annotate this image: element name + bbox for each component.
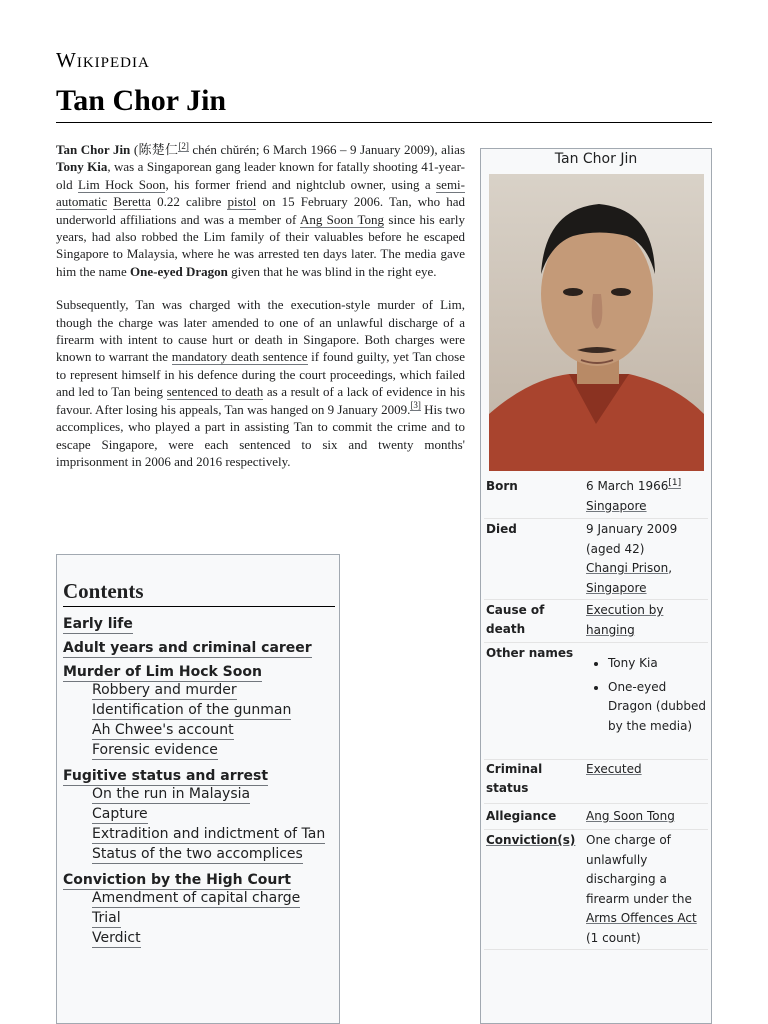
- toc-subitem[interactable]: Trial: [92, 910, 121, 926]
- link-ang-soon-tong-infobox[interactable]: Ang Soon Tong: [586, 809, 675, 823]
- link-ang-soon-tong[interactable]: Ang Soon Tong: [299, 211, 385, 227]
- born-label: Born: [486, 479, 518, 493]
- other-names-label: Other names: [486, 646, 574, 660]
- toc-item[interactable]: Adult years and criminal career: [63, 640, 312, 656]
- toc-title: Contents: [63, 579, 335, 607]
- died-label: Died: [486, 522, 517, 536]
- row-divider: [484, 949, 708, 950]
- row-divider: [484, 518, 708, 519]
- link-changi-prison[interactable]: Changi Prison: [586, 561, 669, 575]
- nickname: One-eyed Dragon: [130, 263, 228, 279]
- toc-subitem[interactable]: Forensic evidence: [92, 742, 218, 758]
- link-executed[interactable]: Executed: [586, 762, 642, 776]
- died-value: 9 January 2009 (aged 42) Changi Prison, Singapore: [586, 522, 678, 595]
- toc-item[interactable]: Fugitive status and arrest: [63, 768, 269, 784]
- convictions-label: [486, 831, 582, 850]
- link-mandatory-death-sentence[interactable]: mandatory death sentence: [171, 349, 308, 365]
- chinese-name: (陈楚仁: [130, 142, 179, 157]
- other-names-list: [586, 654, 710, 740]
- alias-name: Tony Kia: [56, 159, 108, 175]
- toc-item[interactable]: Conviction by the High Court: [63, 872, 291, 888]
- link-beretta[interactable]: Beretta: [113, 194, 151, 210]
- infobox: [480, 148, 712, 1024]
- paragraph-trial: Subsequently, Tan was charged with the execution-style murder of Lim, though the charge was later amended to one of an unlawful discharge of a firearm with intent to cause hurt or death in Singapore. Both charges were known to warrant the mandatory death sentence if found guilty, yet Tan chose to represent himself in his defence during the court proceedings, which failed and led to Tan being sentenced to death as a result of a lack of evidence in his favour. After losing his appeals, Tan was hanged on 9 January 2009.[3] His two accomplices, who played a part in assisting Tan to commit the crime and to escape Singapore, were each sentenced to six and twenty months' imprisonment in 2006 and 2016 respectively.: [56, 297, 466, 469]
- row-divider: [484, 642, 708, 643]
- toc-subitem[interactable]: On the run in Malaysia: [92, 786, 251, 802]
- toc-subitem[interactable]: Robbery and murder: [92, 682, 237, 698]
- table-of-contents: [56, 554, 340, 1024]
- cause-label: Cause of death: [486, 603, 545, 636]
- toc-subitem[interactable]: Verdict: [92, 930, 141, 946]
- paragraph-intro: Tan Chor Jin (陈楚仁[2] chén chǔrén; 6 March 1966 – 9 January 2009), alias Tony Kia, was a Singaporean gang leader known for fatally shooting 41-year-old Lim Hock Soon, his former friend and nightclub owner, using a semi-automatic Beretta 0.22 calibre pistol on 15 February 2006. Tan, who had underworld affiliations and was a member of Ang Soon Tong since his early years, had also robbed the Lim family of their valuables before he escaped Singapore to Malaysia, where he was arrested ten days later. The media gave him the name One-eyed Dragon given that he was blind in the right eye.: [56, 140, 466, 279]
- criminal-status-label: Criminal status: [486, 762, 543, 795]
- toc-subitem[interactable]: Identification of the gunman: [92, 702, 292, 718]
- ref-1[interactable]: [1]: [668, 478, 682, 488]
- portrait-photo[interactable]: [489, 174, 704, 471]
- link-sentenced-to-death[interactable]: sentenced to death: [166, 384, 264, 400]
- row-divider: [484, 803, 708, 804]
- link-lim-hock-soon[interactable]: Lim Hock Soon: [78, 176, 166, 192]
- link-conviction[interactable]: Conviction(s): [486, 833, 576, 847]
- link-execution-by-hanging[interactable]: Execution by hanging: [586, 603, 664, 637]
- toc-item[interactable]: Murder of Lim Hock Soon: [63, 664, 262, 680]
- row-divider: [484, 829, 708, 830]
- page-title: Tan Chor Jin: [56, 84, 712, 123]
- toc-subitem[interactable]: Capture: [92, 806, 148, 822]
- toc-item[interactable]: Early life: [63, 616, 133, 632]
- toc-subitem[interactable]: Extradition and indictment of Tan: [92, 826, 326, 842]
- link-arms-offences-act[interactable]: Arms Offences Act: [586, 911, 697, 925]
- list-item: • Tony Kia: [608, 654, 710, 674]
- link-semi-automatic[interactable]: semi-automatic: [56, 176, 465, 210]
- criminal-status-value: [586, 760, 710, 780]
- toc-subitem[interactable]: Ah Chwee's account: [92, 722, 234, 738]
- toc-subitem[interactable]: Status of the two accomplices: [92, 846, 303, 862]
- toc-subitem[interactable]: Amendment of capital charge: [92, 890, 301, 906]
- article-body: [56, 141, 465, 486]
- link-pistol[interactable]: pistol: [227, 194, 257, 210]
- portrait-illustration: [489, 174, 704, 471]
- allegiance-label: Allegiance: [486, 809, 557, 823]
- subject-name: Tan Chor Jin: [56, 142, 131, 157]
- ref-3[interactable]: [3]: [410, 400, 421, 411]
- list-item: • One-eyed Dragon (dubbed by the media): [608, 678, 710, 737]
- link-born-singapore[interactable]: Singapore: [586, 498, 647, 513]
- logo-text: Wikipedia: [56, 48, 150, 72]
- ref-2[interactable]: [2]: [178, 140, 189, 151]
- wikipedia-logo[interactable]: [56, 48, 150, 73]
- row-divider: [484, 599, 708, 600]
- allegiance-value: [586, 807, 710, 827]
- born-value: 6 March 1966[1] Singapore: [586, 478, 682, 513]
- cause-value: [586, 601, 710, 640]
- infobox-caption: Tan Chor Jin: [554, 151, 638, 167]
- link-died-singapore[interactable]: Singapore: [586, 580, 647, 595]
- convictions-value: One charge of unlawfully discharging a firearm under the Arms Offences Act (1 count): [586, 833, 697, 945]
